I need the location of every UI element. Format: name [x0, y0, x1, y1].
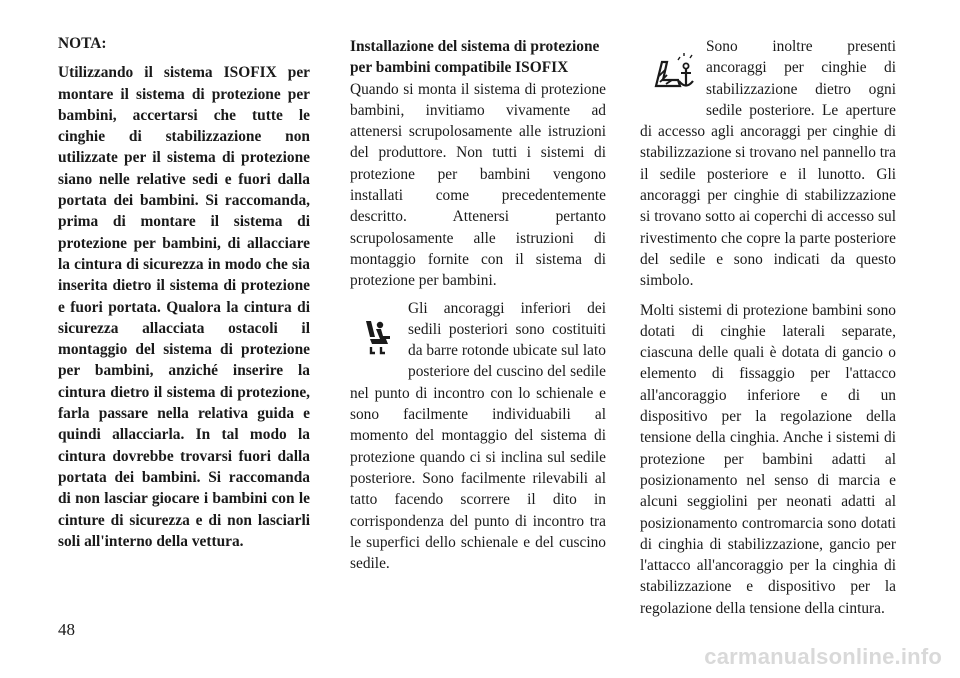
- tether-anchor-text: Sono inoltre presenti ancoraggi per cinghie di stabilizzazione dietro ogni sedile posteriore. Le aperture di accesso agli ancoraggi per cinghie di stabilizzazione si trovano nel pannello tra il sedile posteriore e il lunotto. Gli ancoraggi per cinghie di stabilizzazione si trovano sotto ai coperchi di accesso sul rivestimento che copre la parte posteriore del sedile e sono indicati da questo simbolo.: [640, 38, 896, 290]
- section-heading: Installazione del sistema di protezione per bambini compatibile ISOFIX: [350, 38, 600, 77]
- watermark: carmanualsonline.info: [704, 644, 942, 669]
- tether-anchor-icon: [640, 38, 706, 112]
- isofix-installation-column: [350, 0, 606, 574]
- tether-anchor-column: [640, 0, 896, 619]
- intro-paragraph: Quando si monta il sistema di protezione bambini, invitiamo vivamente ad attenersi scrupolosamente alle istruzioni del produttore. Non tutti i sistemi di protezione per bambini vengono installati come precedentemente descritto. Attenersi pertanto scrupolosamente alle istruzioni di montaggio fornite con il sistema di protezione per bambini.: [350, 80, 606, 290]
- page-number: 48: [58, 620, 75, 639]
- tether-anchor-paragraph-block: [640, 36, 896, 292]
- note-warning-text: Utilizzando il sistema ISOFIX per montare il sistema di protezione per bambini, accertarsi che tutte le cinghie di stabilizzazione non utilizzate per il sistema di protezione siano nelle relative sedi e fuori dalla portata dei bambini. Si raccomanda, prima di montare il sistema di protezione per bambini, di allacciare la cintura di sicurezza in modo che sia inserita dietro il sistema di protezione e fuori portata. Qualora la cintura di sicurezza allacciata ostacoli il montaggio del sistema di protezione per bambini, anziché inserire la cintura dietro il sistema di protezione, farla passare nella relativa guida e quindi allacciarla. In tal modo la cintura dovrebbe trovarsi fuori dalla portata dei bambini. Si raccomanda di non lasciar giocare i bambini con le cinture di sicurezza e di non lasciarli soli all'interno della vettura.: [58, 64, 310, 550]
- isofix-anchor-text: Gli ancoraggi inferiori dei sedili posteriori sono costituiti da barre rotonde ubicate sul lato posteriore del cuscino del sedile nel punto di incontro con lo schienale e sono facilmente individuabili al momento del montaggio del sistema di protezione quando ci si inclina sul sedile posteriore. Sono facilmente rilevabili al tatto facendo scorrere il dito in corrispondenza del punto di incontro tra le superfici dello schienale e del cuscino sedile.: [350, 299, 606, 573]
- isofix-child-seat-icon: [350, 302, 408, 372]
- isofix-anchor-paragraph-block: [350, 298, 606, 575]
- side-straps-paragraph: Molti sistemi di protezione bambini sono dotati di cinghie laterali separate, ciascuna delle quali è dotata di gancio o elemento di fissaggio per l'attacco all'ancoraggio inferiore e di un dispositivo per la regolazione della tensione della cinghia. Anche i sistemi di protezione per bambini adatti al posizionamento nel senso di marcia e alcuni seggiolini per neonati adatti al posizionamento contromarcia sono dotati di cinghia di stabilizzazione, gancio per l'attacco all'ancoraggio per la cinghia di stabilizzazione e dispositivo per la regolazione della tensione della cintura.: [640, 301, 896, 617]
- note-label: NOTA:: [58, 35, 107, 52]
- note-column: [58, 0, 310, 552]
